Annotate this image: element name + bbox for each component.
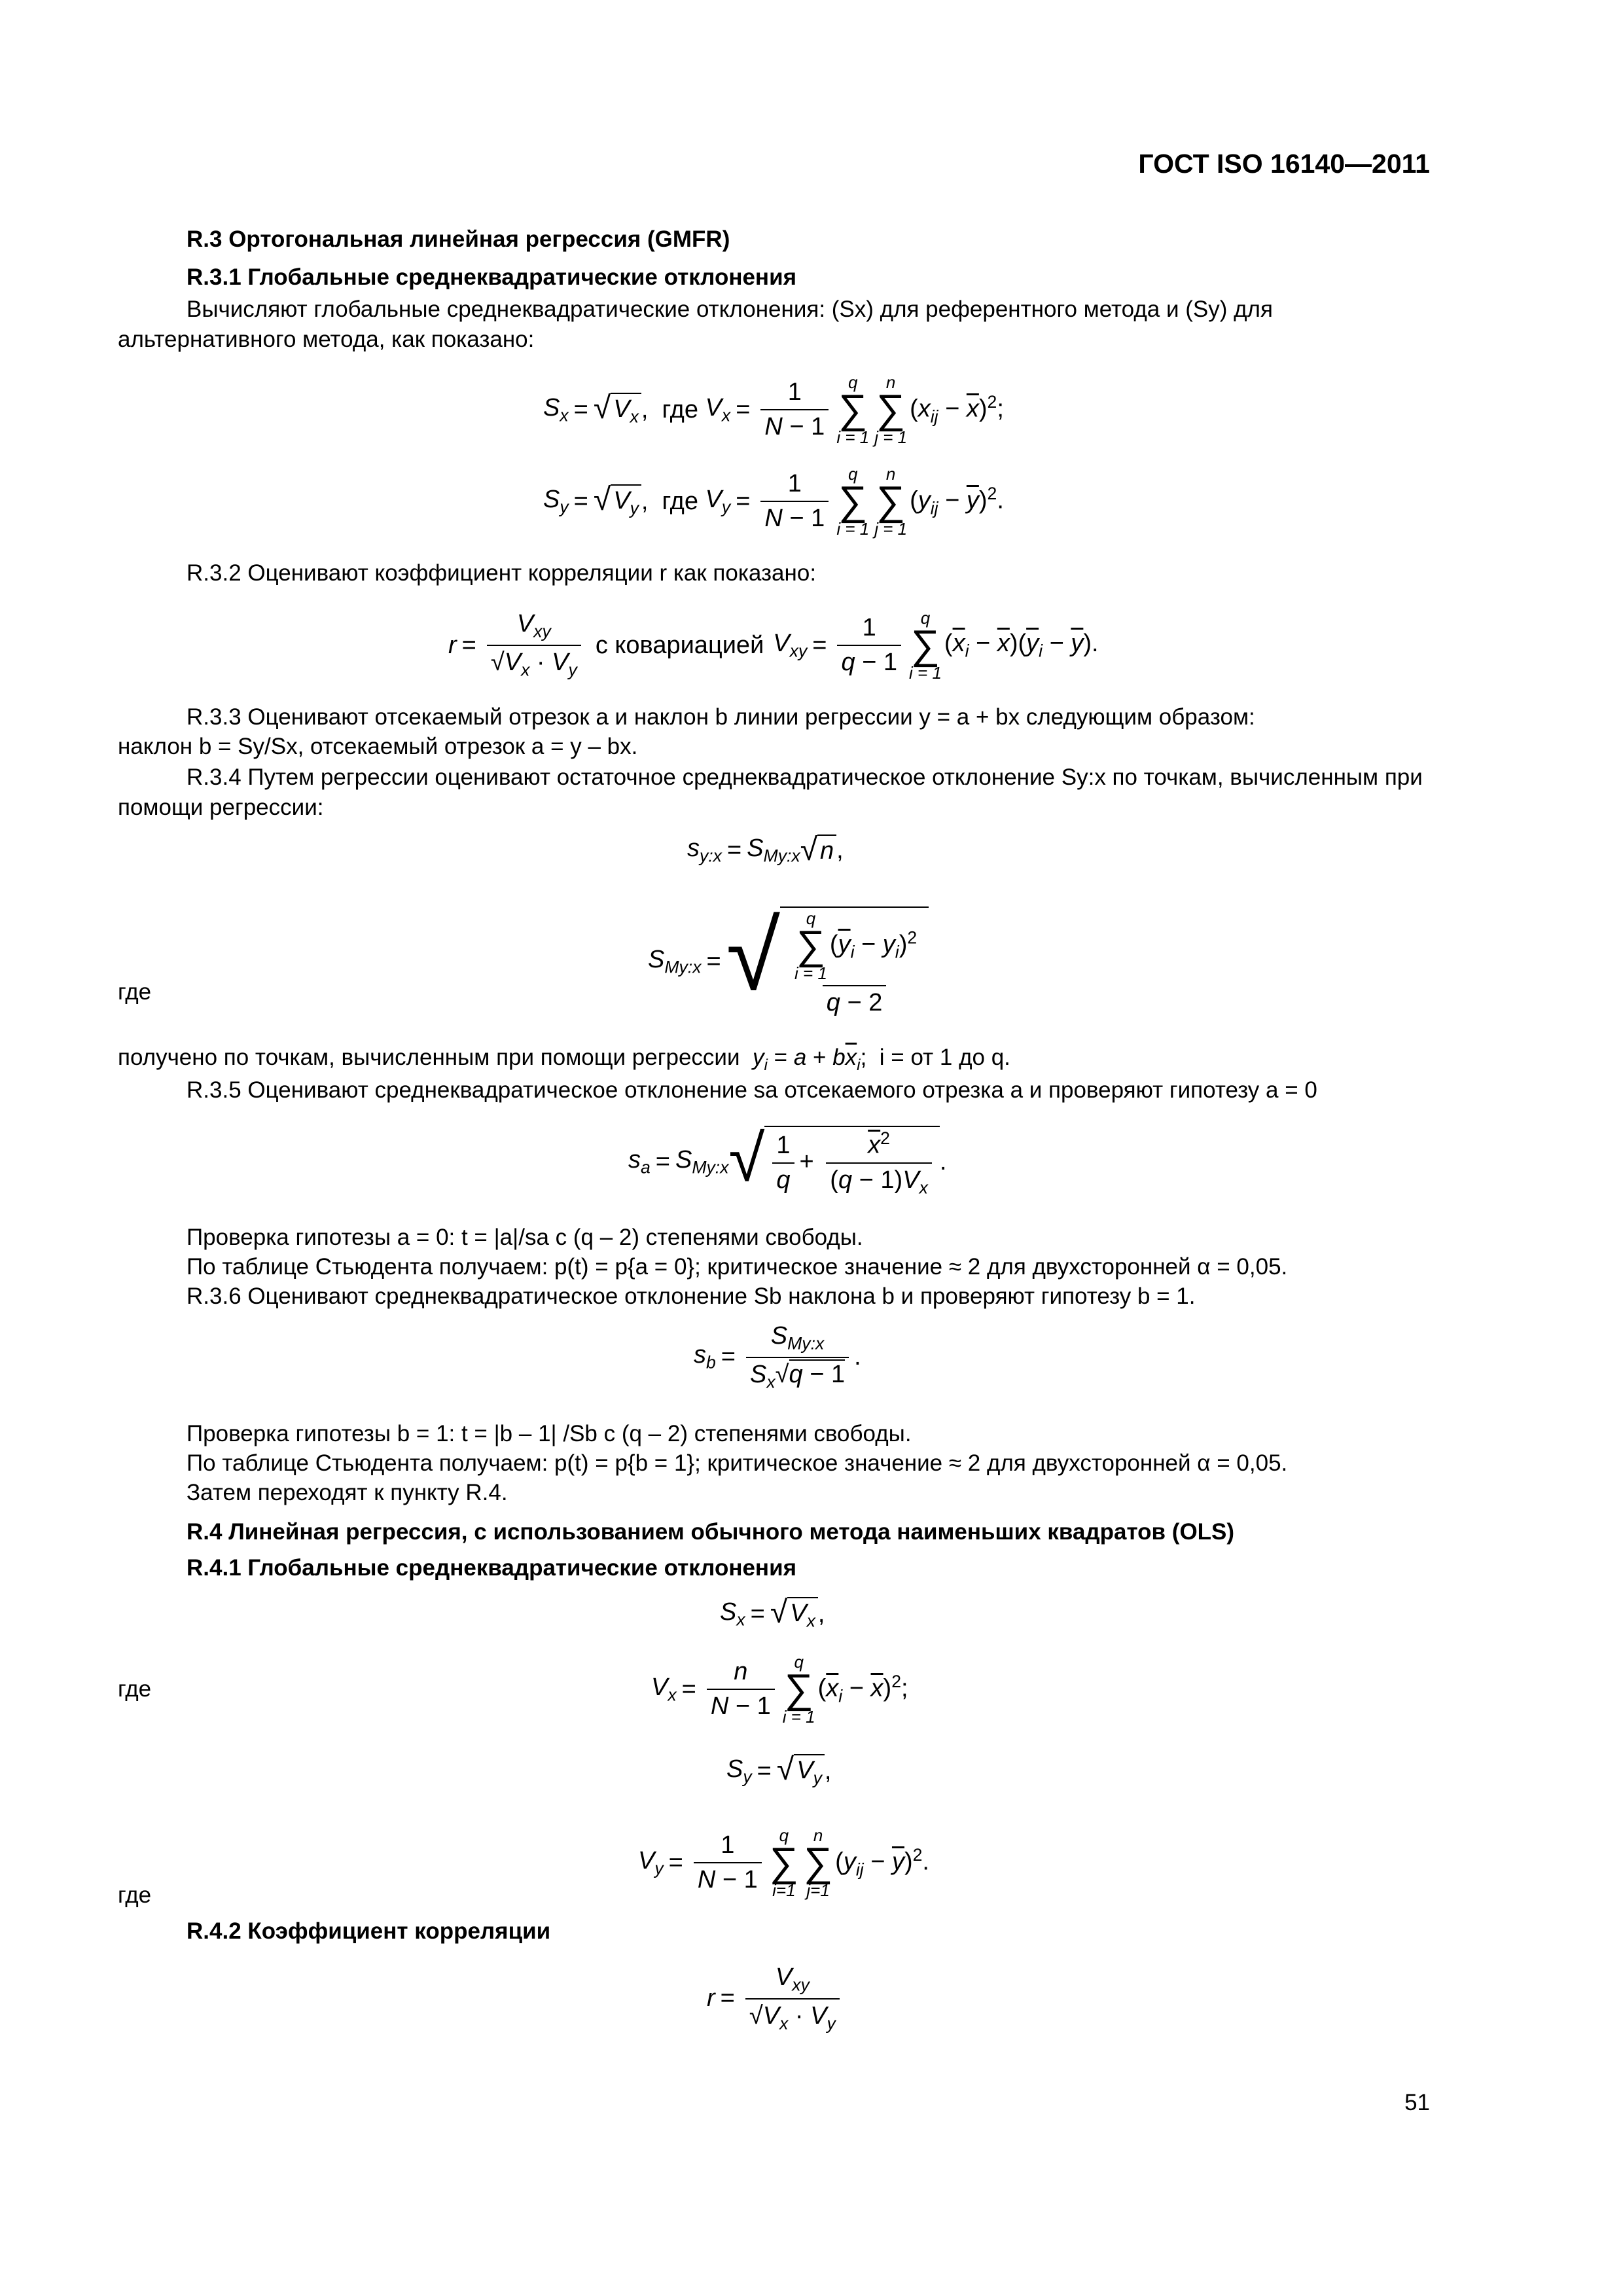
formula-ols-r: r = $\frac{V_{xy}}{√V_x \cdot V_y}$ <box>707 1964 845 2034</box>
where-label-1: где <box>118 979 152 1005</box>
paragraph-r31: Вычисляют глобальные среднеквадратические отклонения: (Sx) для референтного метода и (Sy) для альтернативного метода, как показано: <box>118 296 1273 352</box>
section-heading-r3: R.3 Ортогональная линейная регрессия (GMFR) <box>187 226 730 252</box>
paragraph-r35: R.3.5 Оценивают среднеквадратическое отклонение sa отсекаемого отрезка a и проверяют гипотезу a = 0 <box>187 1077 1317 1103</box>
obtained-text: получено по точкам, вычисленным при помощи регрессии $y_i = a + b\overline{x}_i$; i = от 1 до q. <box>118 1045 1010 1074</box>
formula-r-covariance: r = $\frac{V_{xy}}{√V_x \cdot V_y}$ с ковариацией $V_{xy}$ = $\frac{1}{q - 1}$ q ∑ i = 1 $(\overline{x}_i - \overline{x})(\overline{y}_i - \overline{y})$. <box>448 608 1099 683</box>
formula-ols-vy: $V_y$ = $\frac{1}{N - 1}$ q ∑ i=1 n ∑ j=1 $(y_{ij} - \overline{y})^2$. <box>638 1825 929 1900</box>
formula-syx: $s_{y:x}$ = $S_{My:x}$ √ n , <box>687 833 844 868</box>
paragraph-r35-check: Проверка гипотезы a = 0: t = |a|/sa с (q – 2) степенями свободы. <box>187 1225 863 1250</box>
formula-sb: $s_b$ = $\frac{S_{My:x}}{S_x√q - 1}$ . <box>694 1322 861 1392</box>
paragraph-r33: R.3.3 Оценивают отсекаемый отрезок a и наклон b линии регрессии y = a + bx следующим образом: <box>187 704 1255 730</box>
paragraph-r35-student: По таблице Стьюдента получаем: p(t) = p{a = 0}; критическое значение ≈ 2 для двухсторонней α = 0,05. <box>187 1254 1288 1280</box>
paragraph-r36: R.3.6 Оценивают среднеквадратическое отклонение Sb наклона b и проверяют гипотезу b = 1. <box>187 1283 1196 1309</box>
formula-sy: $S_y$ = √ $V_y$ , где $V_y$ = $\frac{1}{N - 1}$ q ∑ i = 1 n ∑ j = 1 $(y_{ij} - \overline{y})^2$. <box>543 464 1004 539</box>
subsection-heading-r42: R.4.2 Коэффициент корреляции <box>187 1918 551 1944</box>
formula-ols-sy: $S_y$ = √ $V_y$ , <box>726 1752 832 1788</box>
document-header: ГОСТ ISO 16140—2011 <box>1138 149 1430 179</box>
where-label-3: где <box>118 1882 152 1908</box>
formula-sx: $S_x$ = √ $V_x$ , где $V_x$ = $\frac{1}{N - 1}$ q ∑ i = 1 n ∑ j = 1 $(x_{ij} - \overline{x})^2$; <box>543 372 1004 447</box>
formula-sa: $s_a$ = $S_{My:x}$ √ $\frac{1}{q}$ + $\frac{\overline{x}^2}{(q - 1)V_x}$ . <box>628 1122 947 1198</box>
paragraph-r36-student: По таблице Стьюдента получаем: p(t) = p{b = 1}; критическое значение ≈ 2 для двухсторонней α = 0,05. <box>187 1450 1288 1476</box>
subsection-heading-r41: R.4.1 Глобальные среднеквадратические отклонения <box>187 1555 797 1581</box>
subsection-heading-r31: R.3.1 Глобальные среднеквадратические отклонения <box>187 264 797 290</box>
paragraph-r36-next: Затем переходят к пункту R.4. <box>187 1480 508 1505</box>
page-number: 51 <box>1404 2090 1430 2115</box>
paragraph-r36-check: Проверка гипотезы b = 1: t = |b – 1| /Sb c (q – 2) степенями свободы. <box>187 1421 912 1446</box>
where-label-2: где <box>118 1676 152 1702</box>
formula-smyx: $S_{My:x}$ = √ q ∑ i = 1 $(\overline{y}_i - y_i)^2$ q − 2 <box>648 906 929 1017</box>
formula-ols-sx: $S_x$ = √ $V_x$ , <box>720 1595 825 1631</box>
paragraph-r34: R.3.4 Путем регрессии оценивают остаточное среднеквадратическое отклонение Sy:x по точкам, вычисленным при помощи регрессии: <box>118 764 1423 820</box>
paragraph-r32: R.3.2 Оценивают коэффициент корреляции r как показано: <box>187 560 817 586</box>
paragraph-r33-slope: наклон b = Sy/Sx, отсекаемый отрезок a = y – bx. <box>118 734 638 759</box>
covariance-label: с ковариацией <box>595 631 764 659</box>
section-heading-r4: R.4 Линейная регрессия, с использованием обычного метода наименьших квадратов (OLS) <box>187 1519 1235 1545</box>
formula-ols-vx: $V_x$ = $\frac{n}{N - 1}$ q ∑ i = 1 $(\overline{x}_i - \overline{x})^2$; <box>651 1652 908 1727</box>
